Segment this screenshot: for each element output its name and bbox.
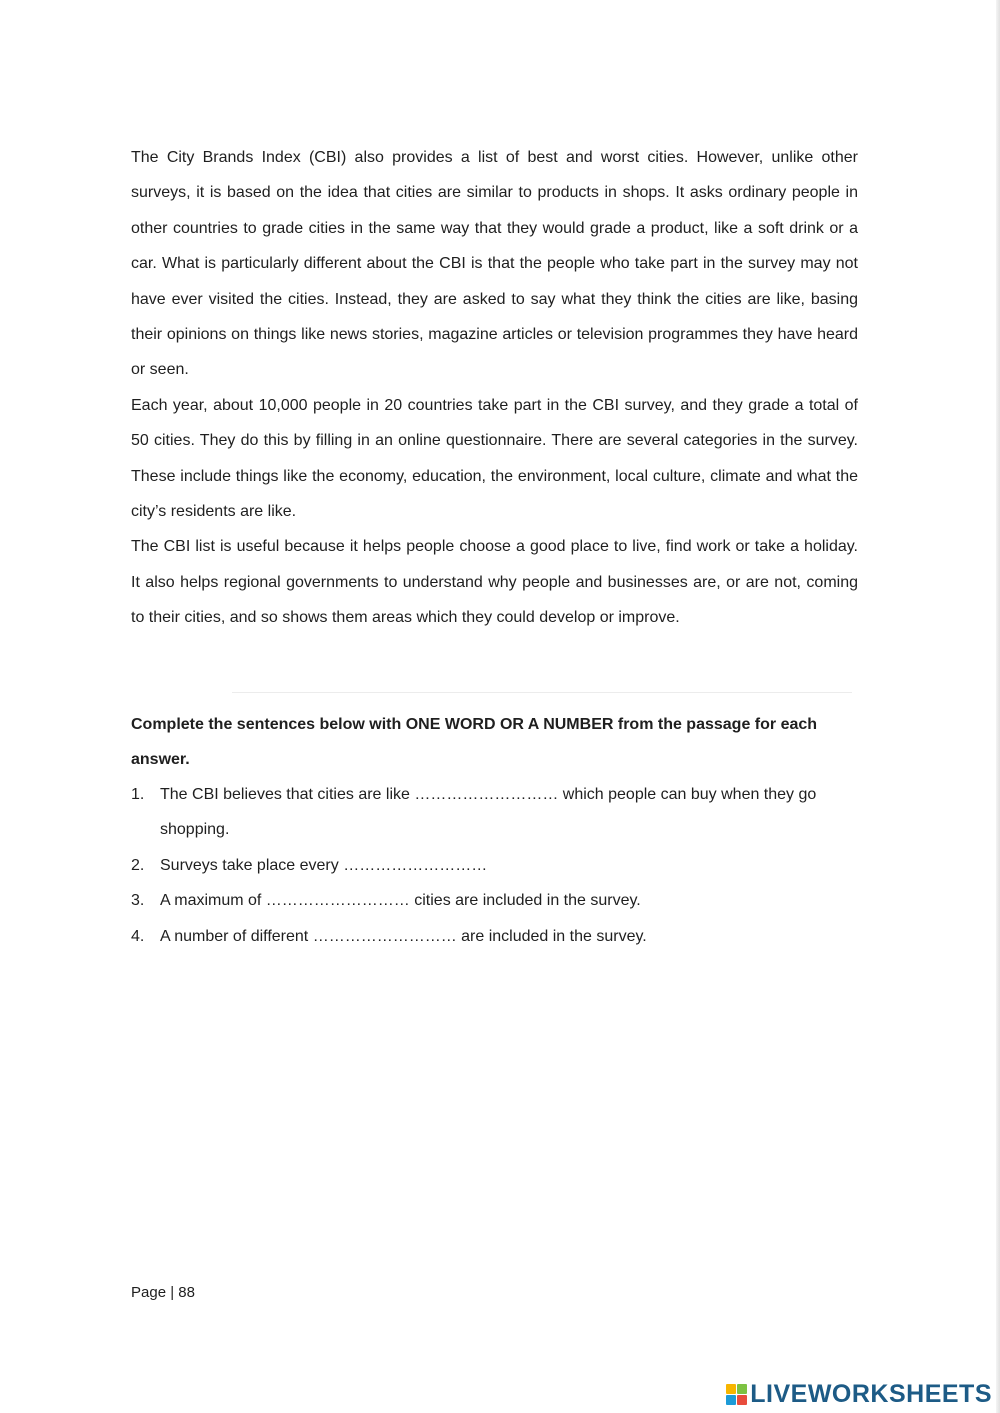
passage-paragraph-3: The CBI list is useful because it helps people choose a good place to live, find work or take a holiday. It also helps regional governments to understand why people and businesses are, or are not, coming to their cities, and so shows them areas which they could develop or improve. (131, 538, 858, 627)
question-number: 2. (131, 856, 145, 874)
question-number: 3. (131, 892, 145, 910)
question-text: The CBI believes that cities are like ……………………… which people can buy when they go shopping. (160, 786, 817, 839)
reading-passage (131, 140, 858, 636)
passage-paragraph-2: Each year, about 10,000 people in 20 countries take part in the CBI survey, and they grade a total of 50 cities. They do this by filling in an online questionnaire. There are several categories in the survey. These include things like the economy, education, the environment, local culture, climate and what the city’s residents are like. (131, 396, 858, 521)
page-number: Page | 88 (131, 1284, 195, 1301)
question-text: A maximum of ……………………… cities are included in the survey. (160, 892, 641, 910)
divider (232, 692, 852, 693)
question-list (131, 777, 858, 954)
passage-paragraph-1: The City Brands Index (CBI) also provides a list of best and worst cities. However, unlike other surveys, it is based on the idea that cities are similar to products in shops. It asks ordinary people in other countries to grade cities in the same way that they would grade a product, like a soft drink or a car. What is particularly different about the CBI is that the people who take part in the survey may not have ever visited the cities. Instead, they are asked to say what they think the cities are like, basing their opinions on things like news stories, magazine articles or television programmes they have heard or seen. (131, 149, 858, 379)
logo-square (726, 1395, 736, 1405)
question-item (131, 883, 858, 918)
question-text: Surveys take place every ……………………… (160, 856, 488, 874)
question-number: 4. (131, 927, 145, 945)
question-item (131, 919, 858, 954)
logo-square (737, 1395, 747, 1405)
logo-square (726, 1384, 736, 1394)
question-item (131, 777, 858, 848)
page-edge (996, 0, 1000, 1413)
question-item (131, 848, 858, 883)
brand-text: LIVEWORKSHEETS (750, 1380, 992, 1408)
question-text: A number of different ……………………… are included in the survey. (160, 927, 647, 945)
liveworksheets-brand[interactable] (726, 1382, 992, 1407)
logo-square (737, 1384, 747, 1394)
task-instructions: Complete the sentences below with ONE WORD OR A NUMBER from the passage for each answer. (131, 716, 818, 769)
brand-logo-icon (726, 1384, 747, 1405)
question-number: 1. (131, 786, 145, 803)
